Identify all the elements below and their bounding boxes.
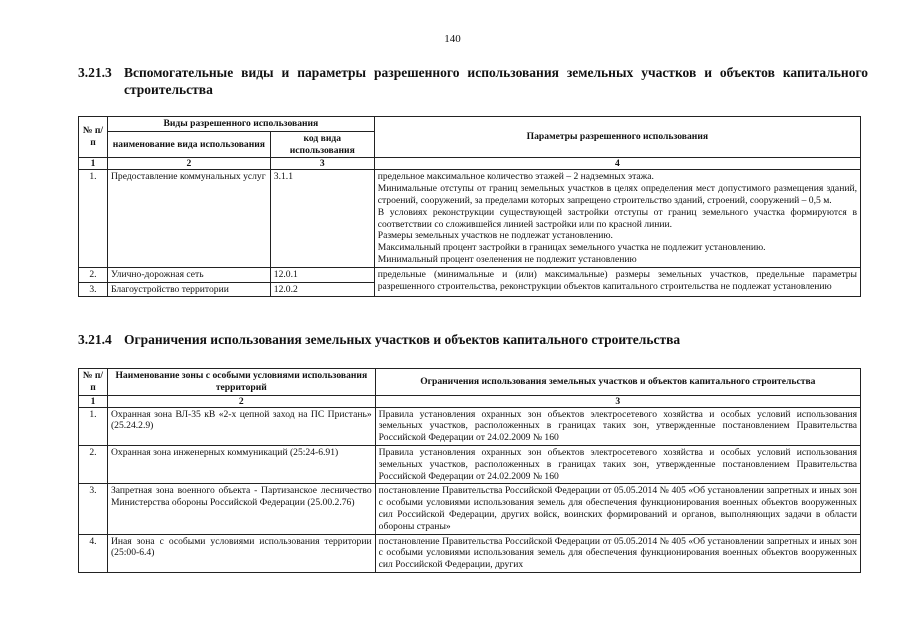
table-row xyxy=(79,407,861,445)
param-line: предельное максимальное количество этажей – 2 надземных этажа. xyxy=(377,171,654,183)
header-zone: Наименование зоны с особыми условиями использования территорий xyxy=(107,369,375,396)
header-num: № п/п xyxy=(79,369,108,396)
header-name: наименование вида использования xyxy=(107,131,270,158)
row-restriction: Правила установления охранных зон объектов электросетевого хозяйства и особых условий использования земельных участков, расположенных в границах таких зон, утвержденные постановлением Правительства Российской Федерации от 24.02.2009 № 160 xyxy=(375,445,860,483)
header-restrictions: Ограничения использования земельных участков и объектов капитального строительства xyxy=(375,369,860,396)
table-row xyxy=(79,484,861,534)
row-zone: Охранная зона инженерных коммуникаций (25:24-6.91) xyxy=(107,445,375,483)
page-number: 140 xyxy=(444,33,461,45)
restrictions-table xyxy=(78,368,861,573)
row-num: 1. xyxy=(79,170,108,267)
row-restriction: Правила установления охранных зон объектов электросетевого хозяйства и особых условий использования земельных участков, расположенных в границах таких зон, утвержденные постановлением Правительства Российской Федерации от 24.02.2009 № 160 xyxy=(375,407,860,445)
row-code: 3.1.1 xyxy=(270,170,374,267)
row-zone: Охранная зона ВЛ-35 кВ «2-х цепной заход на ПС Пристань» (25.24.2.9) xyxy=(107,407,375,445)
header-num: № п/п xyxy=(79,117,108,158)
table-row xyxy=(79,534,861,572)
header-code: код вида использования xyxy=(270,131,374,158)
row-name: Предоставление коммунальных услуг xyxy=(107,170,270,267)
row-num: 3. xyxy=(79,282,108,297)
section-heading-3-21-3 xyxy=(78,64,868,98)
row-restriction: постановление Правительства Российской Федерации от 05.05.2014 № 405 «Об установлении запретных и иных зон с особыми условиями использования земель для обеспечения функционирования военных объектов вооруженных сил Российской Федерации, других xyxy=(375,534,860,572)
table-row xyxy=(79,445,861,483)
index-cell: 3 xyxy=(375,395,860,407)
index-cell: 2 xyxy=(107,158,270,170)
index-cell: 1 xyxy=(79,158,108,170)
row-zone: Запретная зона военного объекта - Партизанское лесничество Министерства обороны Российской Федерации (25.00.2.76) xyxy=(107,484,375,534)
permitted-use-table xyxy=(78,116,861,297)
row-name: Улично-дорожная сеть xyxy=(107,267,270,282)
section-heading-3-21-4 xyxy=(78,331,868,348)
header-kinds-group: Виды разрешенного использования xyxy=(107,117,374,132)
param-line: Минимальный процент озеленения не подлежит установлению xyxy=(377,253,637,265)
table-row xyxy=(79,267,861,282)
row-restriction: постановление Правительства Российской Федерации от 05.05.2014 № 405 «Об установлении запретных и иных зон с особыми условиями использования земель для обеспечения функционирования военных объектов вооруженных сил Российской Федерации, других войск, воинских формирований и органов, выполняющих задачи в области обороны страны» xyxy=(375,484,860,534)
row-num: 3. xyxy=(79,484,108,534)
section-number: 3.21.3 xyxy=(78,65,112,80)
row-shared-params: предельные (минимальные и (или) максимальные) размеры земельных участков, предельные параметры разрешенного строительства, реконструкции объектов капитального строительства не подлежат установлению xyxy=(374,267,860,297)
row-num: 4. xyxy=(79,534,108,572)
table-row xyxy=(79,170,861,267)
index-cell: 4 xyxy=(374,158,860,170)
index-cell: 3 xyxy=(270,158,374,170)
row-code: 12.0.2 xyxy=(270,282,374,297)
param-line: Максимальный процент застройки в границах земельного участка не подлежит установлению. xyxy=(377,242,766,254)
row-num: 2. xyxy=(79,267,108,282)
param-line: Размеры земельных участков не подлежат установлению. xyxy=(377,230,613,242)
param-line: В условиях реконструкции существующей застройки отступы от границ земельного участка формируются в соответствии со сложившейся линией застройки или по красной линии. xyxy=(377,206,857,230)
param-line: Минимальные отступы от границ земельных участков в целях определения мест допустимого размещения зданий, строений, сооружений, за пределами которых запрещено строительство зданий, строений, сооружений – 0,5 м. xyxy=(377,183,857,206)
index-cell: 1 xyxy=(79,395,108,407)
section-title: Вспомогательные виды и параметры разрешенного использования земельных участков и объектов капитального строительства xyxy=(124,65,868,97)
row-zone: Иная зона с особыми условиями использования территории (25:00-6.4) xyxy=(107,534,375,572)
row-name: Благоустройство территории xyxy=(107,282,270,297)
row-num: 1. xyxy=(79,407,108,445)
row-params xyxy=(374,170,860,267)
row-code: 12.0.1 xyxy=(270,267,374,282)
section-title: Ограничения использования земельных участков и объектов капитального строительства xyxy=(124,332,681,347)
section-number: 3.21.4 xyxy=(78,332,112,347)
row-num: 2. xyxy=(79,445,108,483)
index-cell: 2 xyxy=(107,395,375,407)
header-params: Параметры разрешенного использования xyxy=(374,117,860,158)
